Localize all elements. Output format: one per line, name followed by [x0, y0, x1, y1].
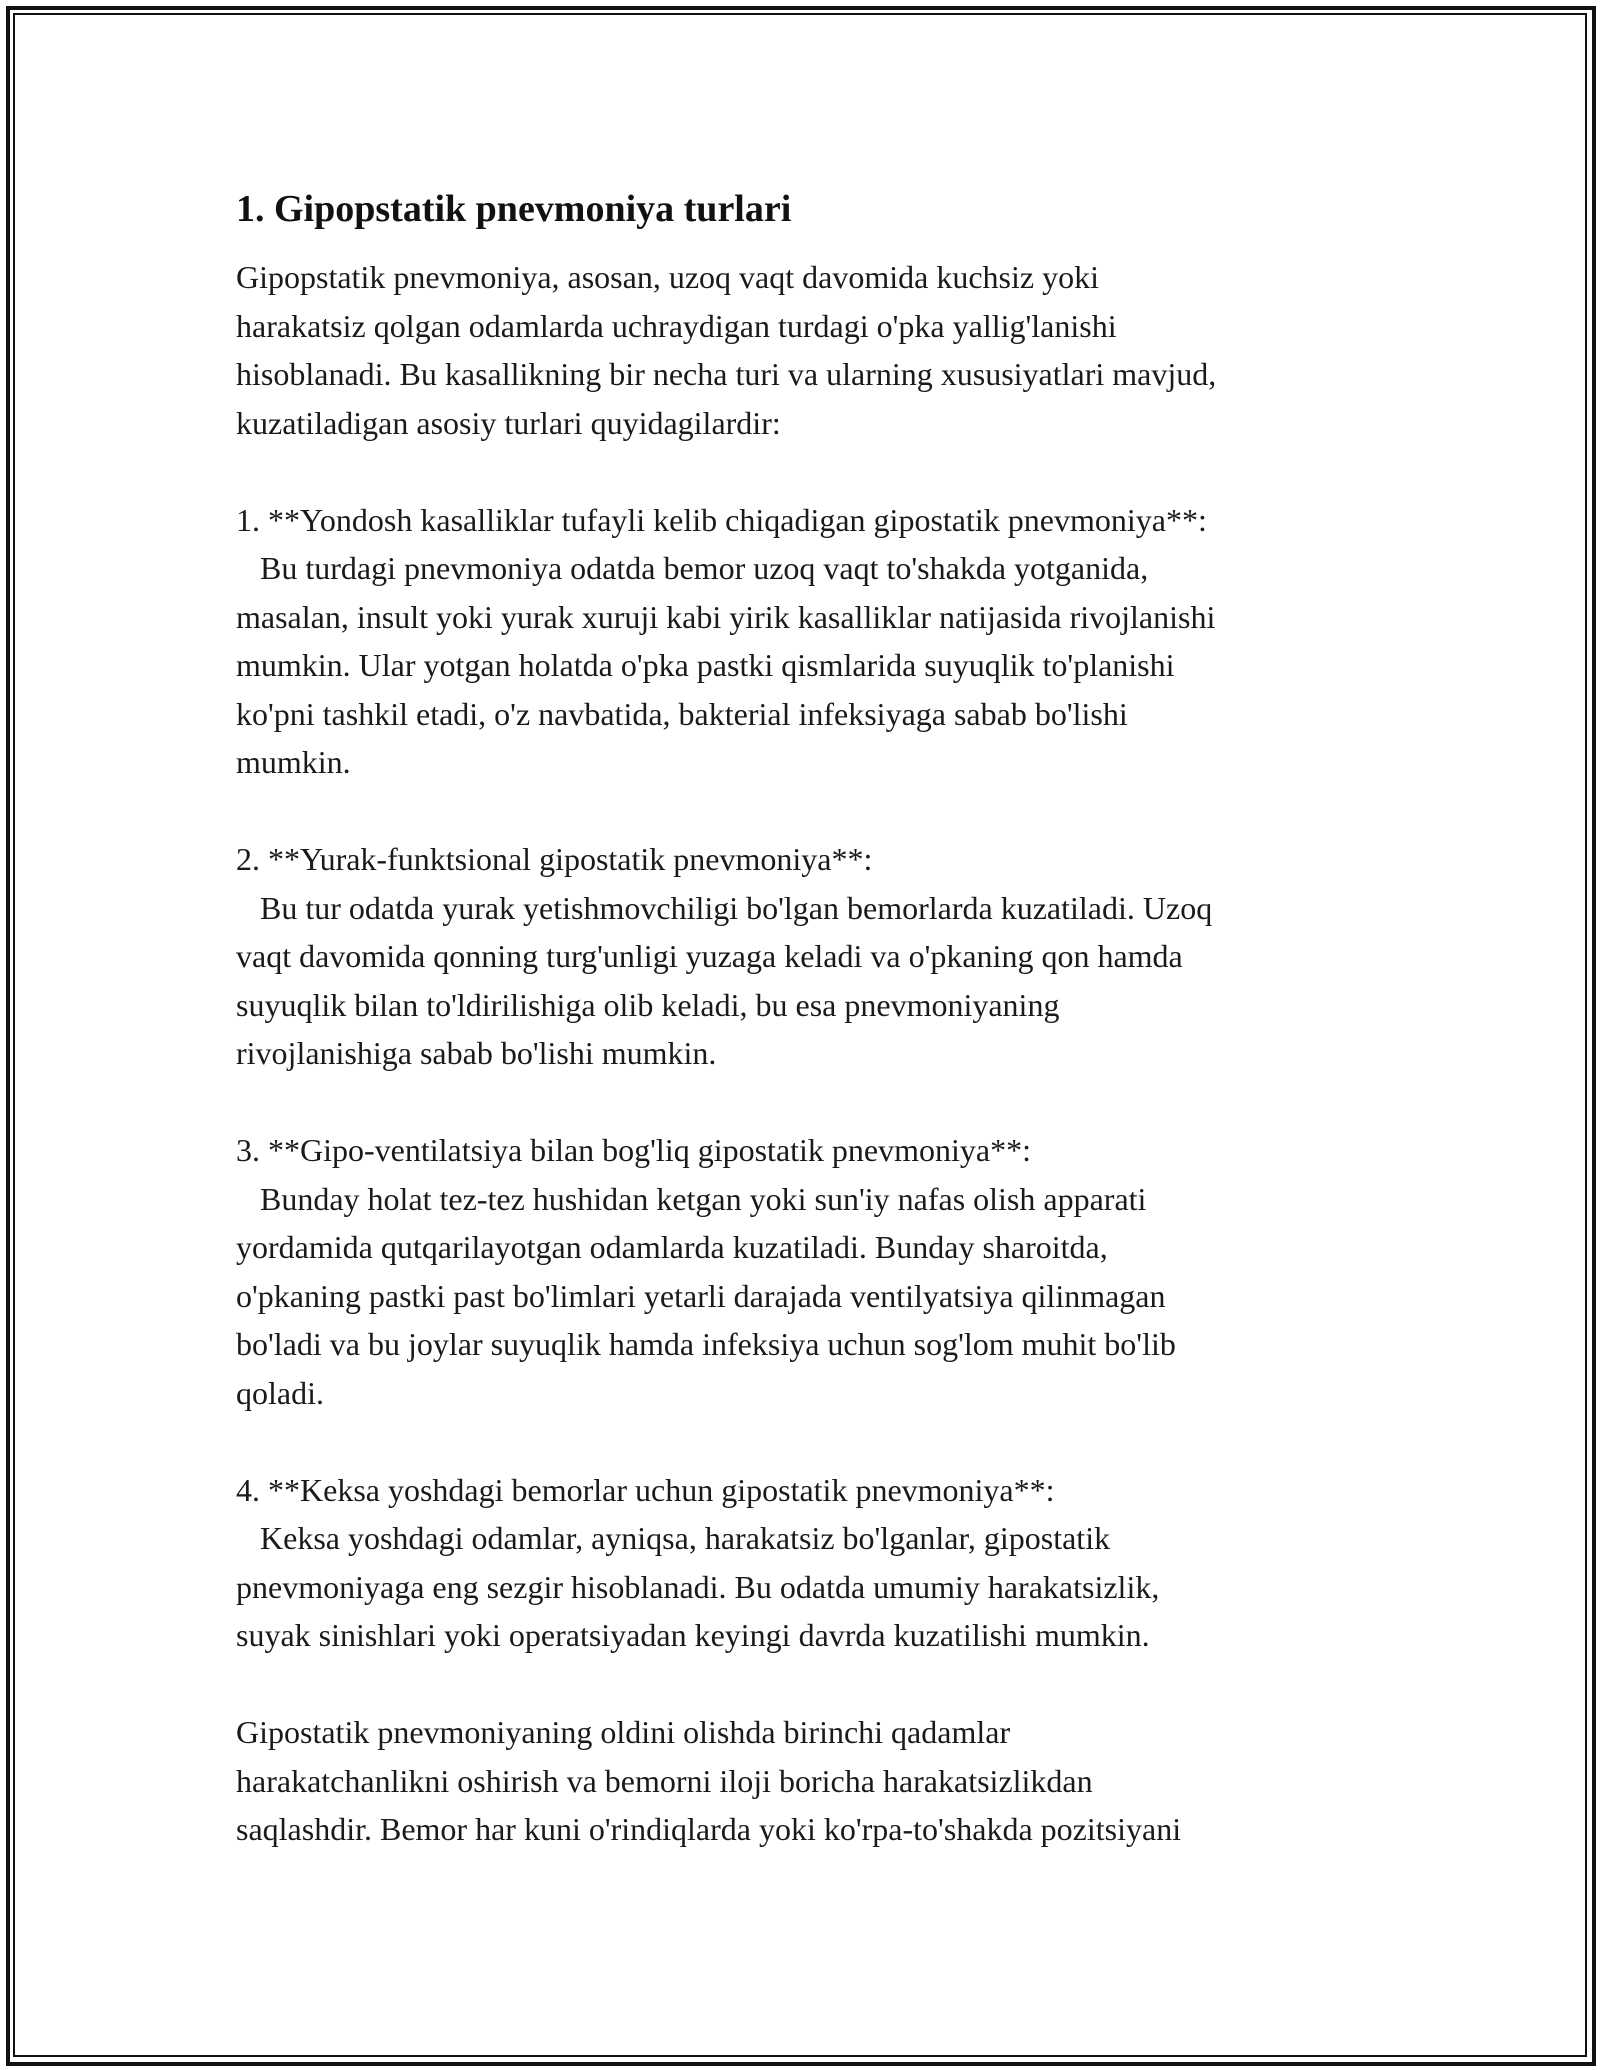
- paragraph-gap: [236, 1078, 1376, 1127]
- document-body: [236, 185, 1376, 1854]
- page-title: 1. Gipopstatik pnevmoniya turlari: [236, 188, 792, 230]
- item-2-heading: 2. **Yurak-funktsional gipostatik pnevmoniya**:: [236, 841, 873, 877]
- paragraph-gap: [236, 447, 1376, 496]
- item-3-body: Bunday holat tez-tez hushidan ketgan yoki sun'iy nafas olish apparati yordamida qutqarilayotgan odamlarda kuzatiladi. Bunday sharoitda, o'pkaning pastki past bo'limlari yetarli darajada ventilyatsiya qilinmagan bo'ladi va bu joylar suyuqlik hamda infeksiya uchun sog'lom muhit bo'lib qoladi.: [236, 1180, 1176, 1411]
- item-3-heading: 3. **Gipo-ventilatsiya bilan bog'liq gipostatik pnevmoniya**:: [236, 1132, 1031, 1168]
- item-4-body: Keksa yoshdagi odamlar, ayniqsa, harakatsiz bo'lganlar, gipostatik pnevmoniyaga eng sezgir hisoblanadi. Bu odatda umumiy harakatsizlik, suyak sinishlari yoki operatsiyadan keyingi davrda kuzatilishi mumkin.: [236, 1520, 1160, 1653]
- item-1-body: Bu turdagi pnevmoniya odatda bemor uzoq vaqt to'shakda yotganida, masalan, insult yoki yurak xuruji kabi yirik kasalliklar natijasida rivojlanishi mumkin. Ular yotgan holatda o'pka pastki qismlarida suyuqlik to'planishi ko'pni tashkil etadi, o'z navbatida, bakterial infeksiyaga sabab bo'lishi mumkin.: [236, 550, 1216, 780]
- intro-paragraph: Gipopstatik pnevmoniya, asosan, uzoq vaqt davomida kuchsiz yoki harakatsiz qolgan odamlarda uchraydigan turdagi o'pka yallig'lanishi hisoblanadi. Bu kasallikning bir necha turi va ularning xususiyatlari mavjud, kuzatiladigan asosiy turlari quyidagilardir:: [236, 259, 1217, 441]
- paragraph-gap: [236, 787, 1376, 836]
- paragraph-gap: [236, 1660, 1376, 1709]
- item-4-heading: 4. **Keksa yoshdagi bemorlar uchun gipostatik pnevmoniya**:: [236, 1471, 1055, 1508]
- paragraph-gap: [236, 1417, 1376, 1466]
- closing-paragraph: Gipostatik pnevmoniyaning oldini olishda birinchi qadamlar harakatchanlikni oshirish va bemorni iloji boricha harakatsizlikdan saqlashdir. Bemor har kuni o'rindiqlarda yoki ko'rpa-to'shakda pozitsiyani: [236, 1714, 1182, 1847]
- item-1-heading: 1. **Yondosh kasalliklar tufayli kelib chiqadigan gipostatik pnevmoniya**:: [236, 501, 1207, 538]
- item-2-body: Bu tur odatda yurak yetishmovchiligi bo'lgan bemorlarda kuzatiladi. Uzoq vaqt davomida qonning turg'unligi yuzaga keladi va o'pkaning qon hamda suyuqlik bilan to'ldirilishiga olib keladi, bu esa pnevmoniyaning rivojlanishiga sabab bo'lishi mumkin.: [236, 889, 1213, 1071]
